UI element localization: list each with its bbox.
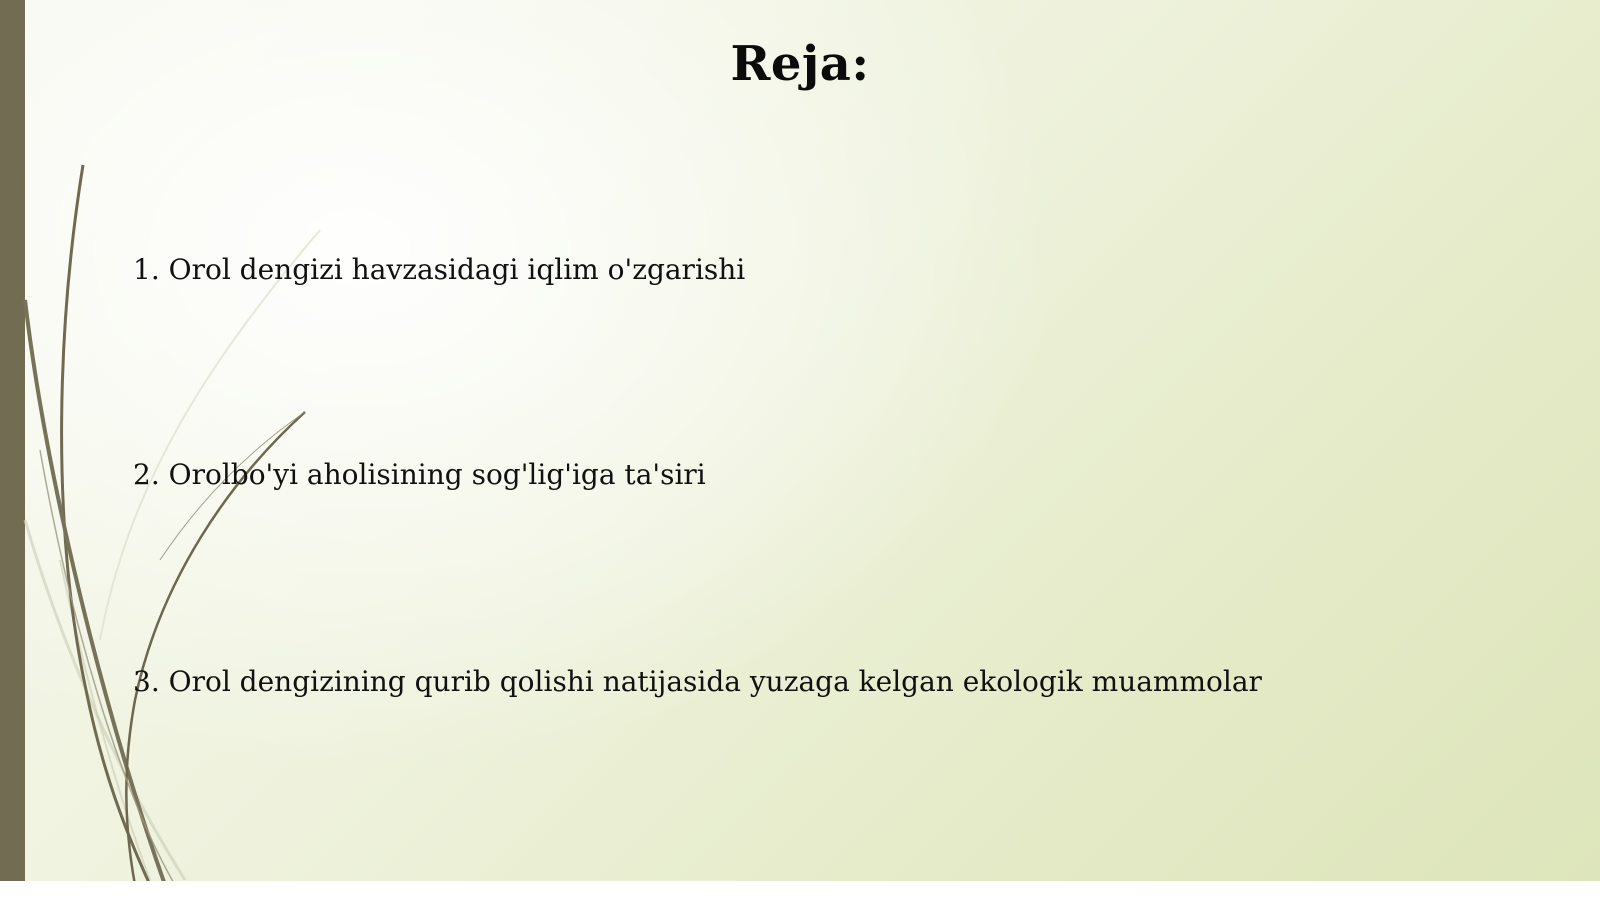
plan-item-1: 1. Orol dengizi havzasidagi iqlim o'zgarishi bbox=[133, 253, 746, 286]
bottom-margin bbox=[0, 881, 1600, 899]
slide-title: Reja: bbox=[730, 36, 870, 92]
plan-item-2: 2. Orolbo'yi aholisining sog'lig'iga ta'siri bbox=[133, 458, 706, 491]
grass-decoration bbox=[0, 0, 420, 899]
plan-item-3: 3. Orol dengizining qurib qolishi natijasida yuzaga kelgan ekologik muammolar bbox=[133, 665, 1262, 698]
